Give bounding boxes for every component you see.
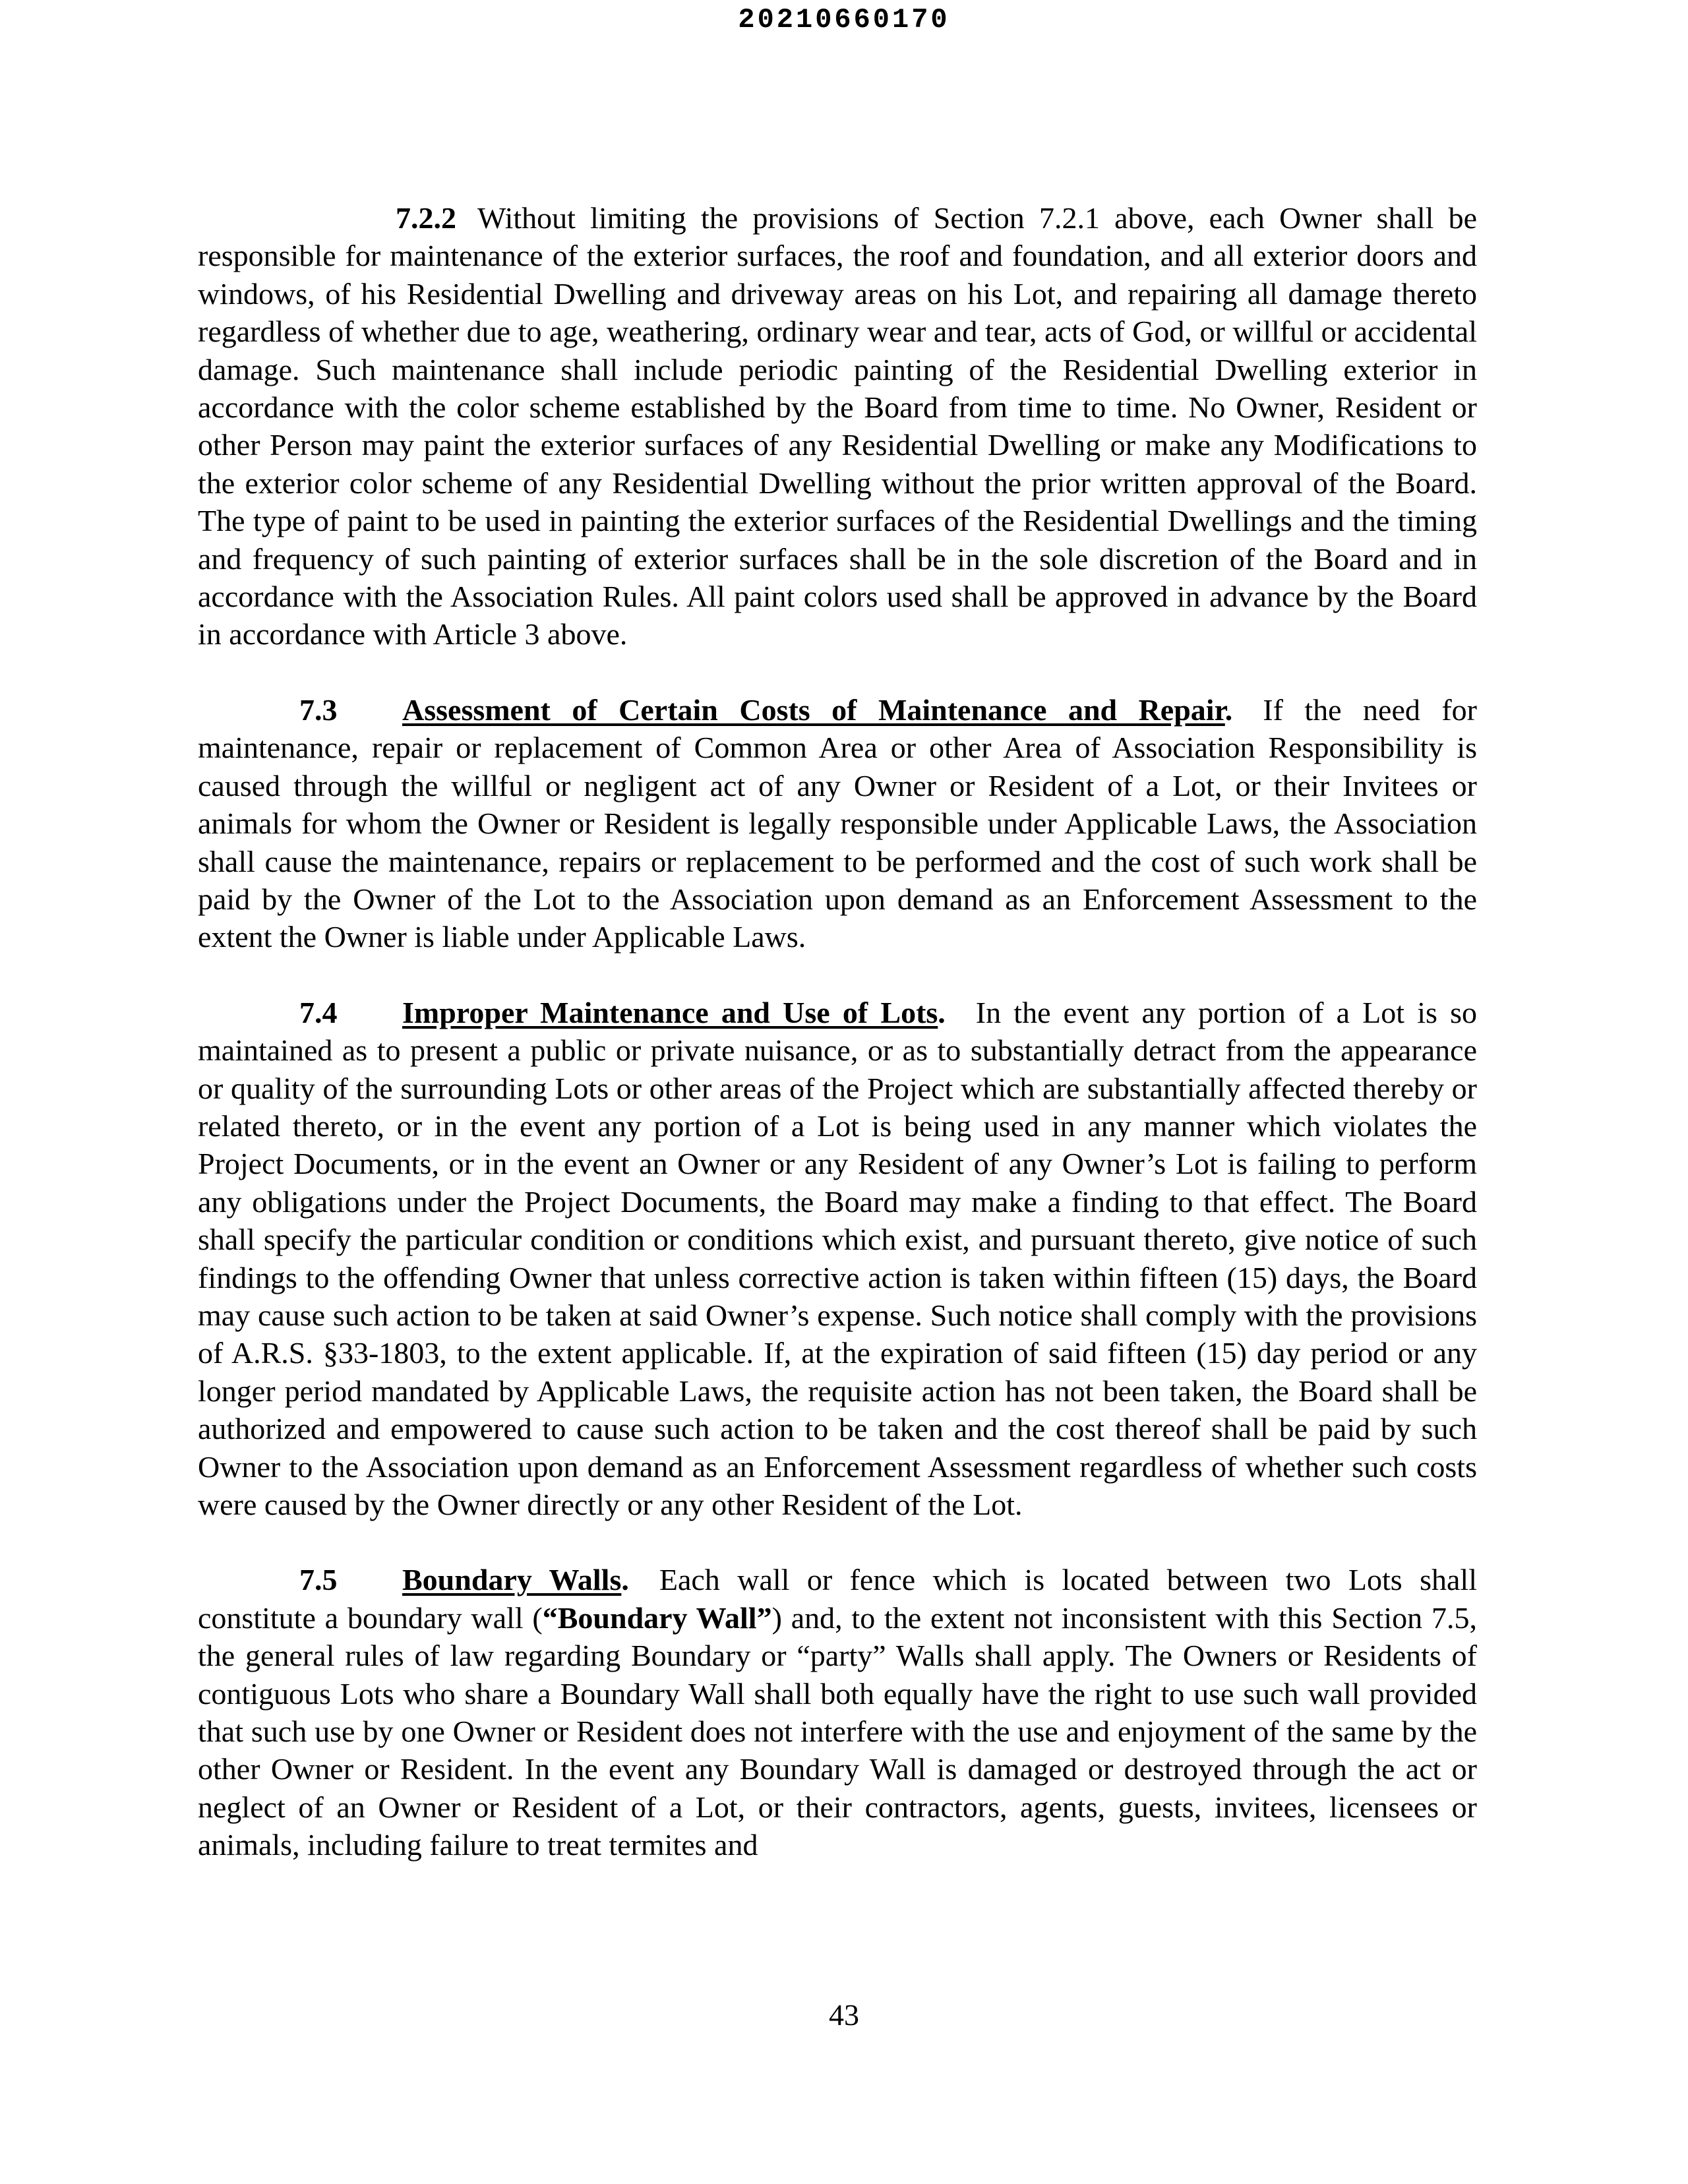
page-number: 43 xyxy=(829,1998,859,2032)
section-7-2-2 xyxy=(198,199,1477,653)
heading-period: . xyxy=(938,995,946,1029)
section-number: 7.4 xyxy=(299,995,338,1029)
section-number: 7.3 xyxy=(299,692,338,727)
recording-number: 20210660170 xyxy=(738,4,950,36)
heading-period: . xyxy=(621,1563,629,1597)
section-text-before: Each wall or fence which is located between two Lots shall constitute a boundary wall ( xyxy=(198,1563,1477,1635)
heading-period: . xyxy=(1224,692,1233,727)
section-heading: Boundary Walls xyxy=(402,1563,622,1597)
section-heading: Assessment of Certain Costs of Maintenance and Repair xyxy=(402,692,1225,727)
defined-term: “Boundary Wall” xyxy=(542,1600,772,1635)
section-7-3 xyxy=(198,691,1477,956)
document-body xyxy=(198,199,1477,1902)
section-text: Without limiting the provisions of Section 7.2.1 above, each Owner shall be responsible for maintenance of the exterior surfaces, the roof and foundation, and all exterior doors and windows, of his Residential Dwelling and driveway areas on his Lot, and repairing all damage thereto regardless of whether due to age, weathering, ordinary wear and tear, acts of God, or willful or accidental damage. Such maintenance shall include periodic painting of the Residential Dwelling exterior in accordance with the color scheme established by the Board from time to time. No Owner, Resident or other Person may paint the exterior surfaces of any Residential Dwelling or make any Modifications to the exterior color scheme of any Residential Dwelling without the prior written approval of the Board. The type of paint to be used in painting the exterior surfaces of the Residential Dwellings and the timing and frequency of such painting of exterior surfaces shall be in the sole discretion of the Board and in accordance with the Association Rules. All paint colors used shall be approved in advance by the Board in accordance with Article 3 above. xyxy=(198,201,1477,652)
section-text: In the event any portion of a Lot is so maintained as to present a public or private nuisance, or as to substantially detract from the appearance or quality of the surrounding Lots or other areas of the Project which are substantially affected thereby or related thereto, or in the event any portion of a Lot is being used in any manner which violates the Project Documents, or in the event an Owner or any Resident of any Owner’s Lot is failing to perform any obligations under the Project Documents, the Board may make a finding to that effect. The Board shall specify the particular condition or conditions which exist, and pursuant thereto, give notice of such findings to the offending Owner that unless corrective action is taken within fifteen (15) days, the Board may cause such action to be taken at said Owner’s expense. Such notice shall comply with the provisions of A.R.S. §33-1803, to the extent applicable. If, at the expiration of said fifteen (15) day period or any longer period mandated by Applicable Laws, the requisite action has not been taken, the Board shall be authorized and empowered to cause such action to be taken and the cost thereof shall be paid by such Owner to the Association upon demand as an Enforcement Assessment regardless of whether such costs were caused by the Owner directly or any other Resident of the Lot. xyxy=(198,995,1477,1521)
section-7-4 xyxy=(198,994,1477,1524)
section-text: If the need for maintenance, repair or replacement of Common Area or other Area of Association Responsibility is caused through the willful or negligent act of any Owner or Resident of a Lot, or their Invitees or animals for whom the Owner or Resident is legally responsible under Applicable Laws, the Association shall cause the maintenance, repairs or replacement to be performed and the cost of such work shall be paid by the Owner of the Lot to the Association upon demand as an Enforcement Assessment to the extent the Owner is liable under Applicable Laws. xyxy=(198,692,1478,954)
section-heading: Improper Maintenance and Use of Lots xyxy=(402,995,938,1029)
section-number: 7.2.2 xyxy=(396,201,456,235)
section-7-5 xyxy=(198,1561,1477,1864)
section-number: 7.5 xyxy=(299,1563,338,1597)
section-text-after: ) and, to the extent not inconsistent with this Section 7.5, the general rules of law regarding Boundary or “party” Walls shall apply. The Owners or Residents of contiguous Lots who share a Boundary Wall shall both equally have the right to use such wall provided that such use by one Owner or Resident does not interfere with the use and enjoyment of the same by the other Owner or Resident. In the event any Boundary Wall is damaged or destroyed through the act or neglect of an Owner or Resident of a Lot, or their contractors, agents, guests, invitees, licensees or animals, including failure to treat termites and xyxy=(198,1600,1477,1862)
